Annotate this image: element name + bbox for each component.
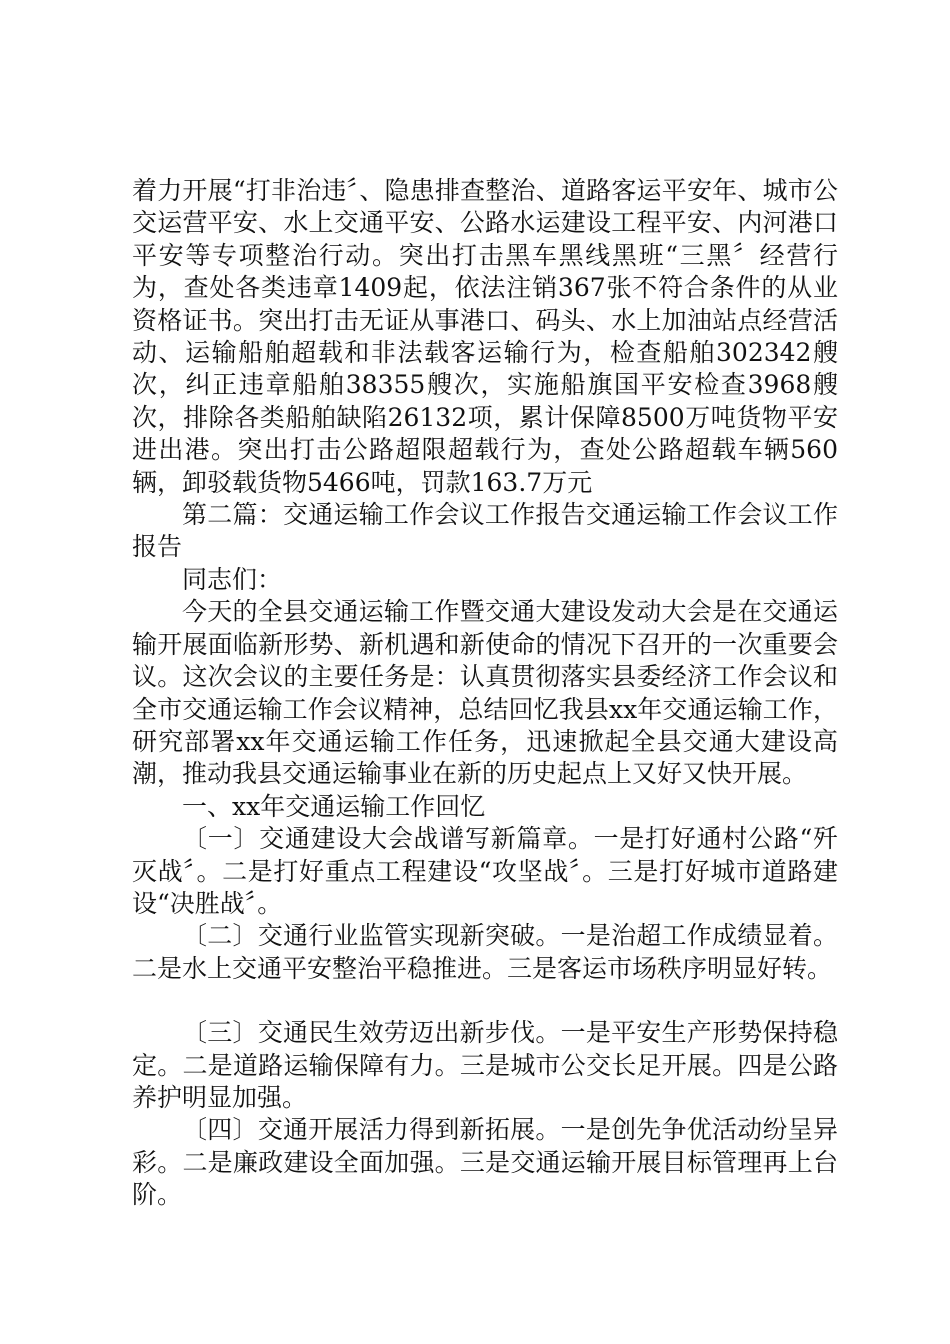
paragraph-enforcement-summary: 着力开展“打非治违〞、隐患排查整治、道路客运平安年、城市公交运营平安、水上交通平安、公路水运建设工程平安、内河港口平安等专项整治行动。突出打击黑车黑线黑班“三黑〞经营行为，查处各类违章1409起，依法注销367张不符合条件的从业资格证书。突出打击无证从事港口、码头、水上加油站点经营活动、运输船舶超载和非法载客运输行为，检查船舶302342艘次，纠正违章船舶38355艘次，实施船旗国平安检查3968艘次，排除各类船舶缺陷26132项，累计保障8500万吨货物平安进出港。突出打击公路超限超载行为，查处公路超载车辆560辆，卸驳载货物5466吨，罚款163.7万元 <box>132 176 838 497</box>
document-body <box>132 175 838 1212</box>
salutation: 同志们： <box>182 564 283 594</box>
paragraph-item-3: 〔三〕交通民生效劳迈出新步伐。一是平安生产形势保持稳定。二是道路运输保障有力。三是城市公交长足开展。四是公路养护明显加强。 <box>132 1018 838 1112</box>
paragraph-meeting-intro: 今天的全县交通运输工作暨交通大建设发动大会是在交通运输开展面临新形势、新机遇和新使命的情况下召开的一次重要会议。这次会议的主要任务是：认真贯彻落实县委经济工作会议和全市交通运输工作会议精神，总结回忆我县xx年交通运输工作，研究部署xx年交通运输工作任务，迅速掀起全县交通大建设高潮，推动我县交通运输事业在新的历史起点上又好又快开展。 <box>132 597 838 789</box>
paragraph-item-1: 〔一〕交通建设大会战谱写新篇章。一是打好通村公路“歼灭战〞。二是打好重点工程建设“攻坚战〞。三是打好城市道路建设“决胜战〞。 <box>132 824 838 918</box>
paragraph-item-2: 〔二〕交通行业监管实现新突破。一是治超工作成绩显着。二是水上交通平安整治平稳推进。三是客运市场秩序明显好转。 <box>132 921 838 983</box>
paragraph-item-4: 〔四〕交通开展活力得到新拓展。一是创先争优活动纷呈异彩。二是廉政建设全面加强。三是交通运输开展目标管理再上台阶。 <box>132 1115 838 1210</box>
heading-work-review: 一、xx年交通运输工作回忆 <box>182 791 486 821</box>
section-title-second-chapter: 第二篇：交通运输工作会议工作报告交通运输工作会议工作报告 <box>132 500 838 562</box>
